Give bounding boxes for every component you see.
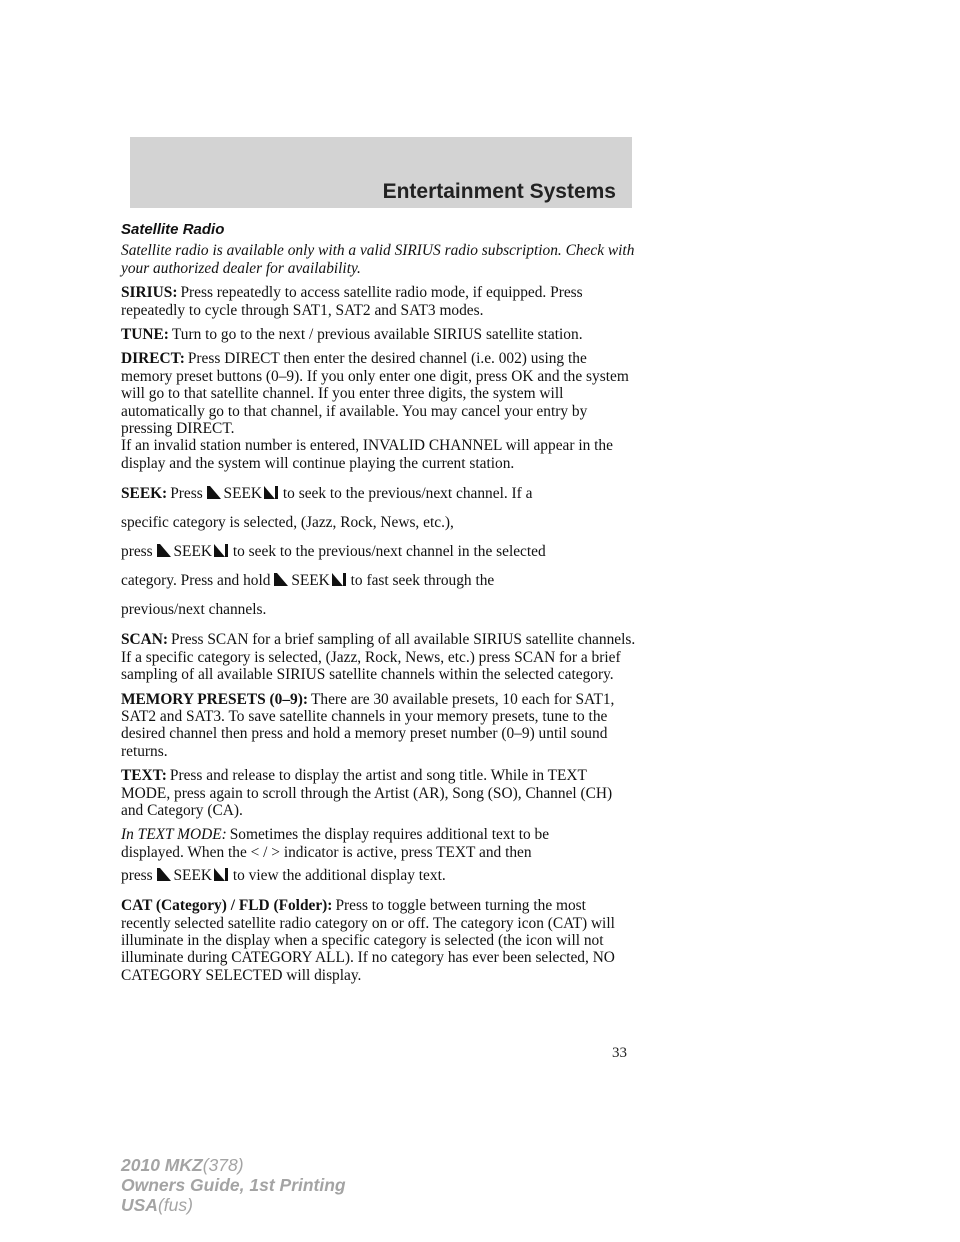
seek-term: SEEK: xyxy=(121,485,168,503)
tune-paragraph xyxy=(121,326,636,343)
seek-l4-post: to fast seek through the xyxy=(350,572,495,590)
seek-down-icon xyxy=(157,543,172,558)
section-heading: Satellite Radio xyxy=(121,221,225,238)
seek-line-2: specific category is selected, (Jazz, Rock, News, etc.), xyxy=(121,514,454,532)
cat-text: Press to toggle between turning the most recently selected satellite radio category on or off. The category icon (CAT) will illuminate in the display when a specific category is selected (the icon will not illuminate during CATEGORY ALL). If no category has ever been selected, NO CATEGORY SELECTED will display. xyxy=(121,897,615,984)
cat-term: CAT (Category) / FLD (Folder): xyxy=(121,897,333,915)
seek-up-icon xyxy=(332,572,347,587)
text-mode-l3-pre: press xyxy=(121,867,153,885)
seek-l1-post: to seek to the previous/next channel. If a xyxy=(282,485,533,503)
seek-up-icon xyxy=(214,867,229,882)
text-mode-line-2: displayed. When the < / > indicator is active, press TEXT and then xyxy=(121,843,532,861)
page-number: 33 xyxy=(612,1045,627,1061)
scan-term: SCAN: xyxy=(121,631,169,649)
footer-line-3 xyxy=(121,1195,346,1215)
text-term: TEXT: xyxy=(121,767,167,785)
seek-label: SEEK xyxy=(223,485,263,503)
seek-line-4 xyxy=(121,566,636,595)
seek-line-1 xyxy=(121,479,636,508)
text-mode-line-1 xyxy=(121,826,636,843)
cat-paragraph xyxy=(121,897,636,984)
text-mode-l1: Sometimes the display requires additional text to be xyxy=(229,826,550,844)
text-mode-lead: In TEXT MODE: xyxy=(121,826,227,844)
text-mode-l3-post: to view the additional display text. xyxy=(232,867,446,885)
presets-text: There are 30 available presets, 10 each for SAT1, SAT2 and SAT3. To save satellite channels in your memory presets, tune to the desired channel then press and hold a memory preset number (0–9) until sound returns. xyxy=(121,690,615,760)
direct-text-invalid: If an invalid station number is entered, INVALID CHANNEL will appear in the display and the system will continue playing the current station. xyxy=(121,437,613,472)
direct-text: Press DIRECT then enter the desired channel (i.e. 002) using the memory preset buttons (0–9). If you only enter one digit, press OK and the system will go to that satellite channel. If you enter three digits, the system will automatically go to that channel, if available. You may cancel your entry by pressing DIRECT. xyxy=(121,350,629,438)
footer-line-2: Owners Guide, 1st Printing xyxy=(121,1175,346,1195)
sirius-paragraph xyxy=(121,284,636,319)
presets-term: MEMORY PRESETS (0–9): xyxy=(121,690,308,708)
seek-up-icon xyxy=(214,543,229,558)
seek-l1-pre: Press xyxy=(170,485,203,503)
footer xyxy=(121,1155,346,1215)
footer-market-code: (fus) xyxy=(157,1195,193,1215)
seek-paragraph xyxy=(121,479,636,624)
direct-paragraph xyxy=(121,350,636,472)
scan-text: Press SCAN for a brief sampling of all available SIRIUS satellite channels. If a specific category is selected, (Jazz, Rock, News, etc.) press SCAN for a brief sampling of all available SIRIUS satellite channels within the selected category. xyxy=(121,631,636,684)
seek-down-icon xyxy=(207,485,222,500)
text-text: Press and release to display the artist and song title. While in TEXT MODE, press again to scroll through the Artist (AR), Song (SO), Channel (CH) and Category (CA). xyxy=(121,767,613,819)
seek-label: SEEK xyxy=(173,867,212,885)
seek-down-icon xyxy=(157,867,172,882)
intro-paragraph: Satellite radio is available only with a valid SIRIUS radio subscription. Check with your authorized dealer for availability. xyxy=(121,242,635,277)
tune-term: TUNE: xyxy=(121,326,169,344)
header-band xyxy=(130,137,632,208)
page-content xyxy=(121,221,636,991)
seek-label: SEEK xyxy=(173,543,212,561)
seek-line-5: previous/next channels. xyxy=(121,601,267,619)
scan-paragraph xyxy=(121,631,636,683)
text-paragraph xyxy=(121,767,636,819)
tune-text: Turn to go to the next / previous available SIRIUS satellite station. xyxy=(171,326,583,344)
footer-market: USA xyxy=(121,1195,158,1215)
presets-paragraph xyxy=(121,691,636,761)
footer-line-1 xyxy=(121,1155,346,1175)
seek-line-3 xyxy=(121,537,636,566)
text-mode-line-3 xyxy=(121,861,636,890)
seek-l3-post: to seek to the previous/next channel in the selected xyxy=(232,543,546,561)
seek-l4-pre: category. Press and hold xyxy=(121,572,271,590)
seek-l3-pre: press xyxy=(121,543,153,561)
chapter-title: Entertainment Systems xyxy=(382,180,616,203)
text-mode-paragraph xyxy=(121,826,636,890)
sirius-text: Press repeatedly to access satellite radio mode, if equipped. Press repeatedly to cycle through SAT1, SAT2 and SAT3 modes. xyxy=(121,284,583,319)
footer-model: 2010 MKZ xyxy=(121,1155,203,1175)
seek-label: SEEK xyxy=(291,572,330,590)
seek-down-icon xyxy=(274,572,289,587)
sirius-term: SIRIUS: xyxy=(121,284,178,302)
footer-model-code: (378) xyxy=(202,1155,244,1175)
seek-up-icon xyxy=(264,485,279,500)
direct-term: DIRECT: xyxy=(121,350,185,368)
